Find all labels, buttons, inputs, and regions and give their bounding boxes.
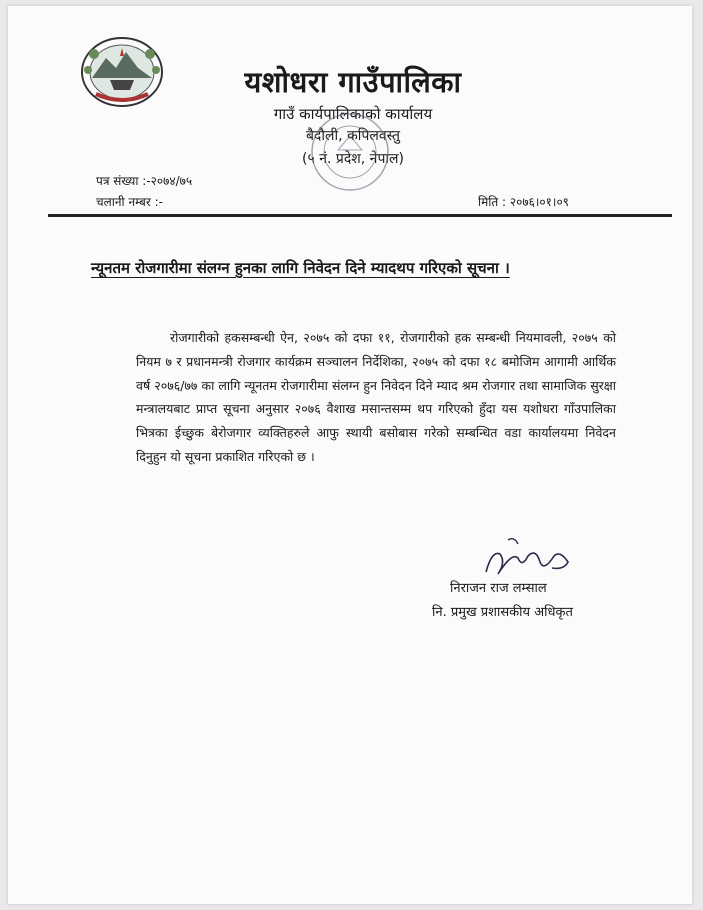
nepal-emblem-icon [76,34,168,110]
header-divider [48,214,672,217]
letter-page [8,6,692,904]
organization-name: यशोधरा गाउँपालिका [244,65,462,99]
dispatch-number: चलानी नम्बर :- [96,195,163,209]
office-stamp [308,110,392,194]
signatory-title: नि. प्रमुख प्रशासकीय अधिकृत [432,605,573,620]
letter-reference-number: पत्र संख्या :-२०७४/७५ [96,174,193,188]
notice-body: रोजगारीको हकसम्बन्धी ऐन, २०७५ को दफा ११, रोजगारीको हक सम्बन्धी नियमावली, २०७५ को नियम ७ र प्रधानमन्त्री रोजगार कार्यक्रम सञ्चालन निर्देशिका, २०७५ को दफा १८ बमोजिम आगामी आर्थिक वर्ष २०७६/७७ का लागि न्यूनतम रोजगारीमा संलग्न हुन निवेदन दिने म्याद श्रम रोजगार तथा सामाजिक सुरक्षा मन्त्रालयबाट प्राप्त सूचना अनुसार २०७६ वैशाख मसान्तसम्म थप गरिएको हुँदा यस यशोधरा गाँउपालिका भित्रका ईच्छुक बेरोजगार व्यक्तिहरुले आफु स्थायी बसोबास गरेको सम्बन्धित वडा कार्यालयमा निवेदन दिनुहुन यो सूचना प्रकाशित गरिएको छ । [136,330,616,464]
letter-date: मिति : २०७६।०१।०९ [478,195,569,209]
office-address: बैदौली, कपिलवस्तु [305,128,401,144]
signatory-name: निराजन राज लम्साल [450,581,547,596]
office-name: गाउँ कार्यपालिकाको कार्यालय [273,105,433,123]
office-province: (५ नं. प्रदेश, नेपाल) [302,151,404,167]
notice-subject: न्यूनतम रोजगारीमा संलग्न हुनका लागि निवेदन दिने म्यादथप गरिएको सूचना । [91,259,510,277]
